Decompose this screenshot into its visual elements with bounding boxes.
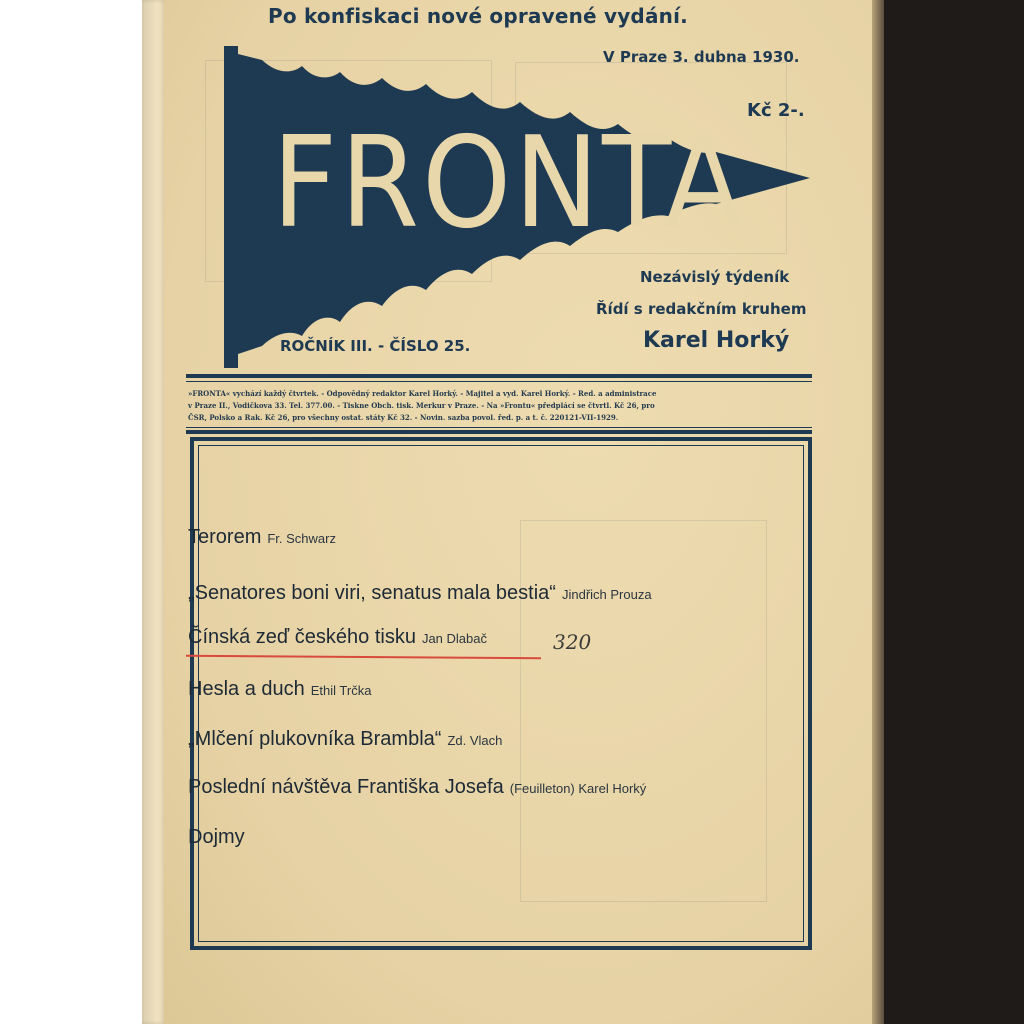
volume-number: ROČNÍK III. - ČÍSLO 25.: [280, 337, 471, 355]
article-title: Terorem: [188, 526, 262, 548]
article-author: Jan Dlabač: [421, 631, 487, 646]
imprint-block: [188, 388, 810, 424]
contents-item: [188, 526, 336, 549]
divider-rule: [186, 427, 812, 428]
edition-note: Po konfiskaci nové opravené vydání.: [268, 4, 688, 28]
contents-item: [188, 626, 487, 649]
article-author: Jindřich Prouza: [561, 587, 652, 602]
book-binding: [142, 0, 166, 1024]
pencil-annotation: 320: [553, 630, 592, 654]
article-title: Hesla a duch: [188, 678, 305, 700]
contents-item: [188, 776, 646, 799]
article-author: Ethil Trčka: [310, 683, 372, 698]
page-edge: [872, 0, 884, 1024]
article-title: Poslední návštěva Františka Josefa: [188, 776, 504, 798]
divider-rule: [186, 381, 812, 382]
article-title: Dojmy: [188, 826, 245, 848]
imprint-line: v Praze II., Vodičkova 33. Tel. 377.00. - Tiskne Obch. tisk. Merkur v Praze. - Na »Frontu« předplácí se čtvrtl. Kč 26, pro: [188, 401, 655, 410]
contents-item: [188, 678, 371, 701]
article-author: (Feuilleton) Karel Horký: [509, 781, 647, 796]
editor-name: Karel Horký: [643, 328, 790, 353]
imprint-line: ČSR, Polsko a Rak. Kč 26, pro všechny ostat. státy Kč 32. - Novin. sazba povol. řed. p. a t. č. 220121-VII-1929.: [188, 413, 619, 422]
issue-date: V Praze 3. dubna 1930.: [603, 48, 800, 66]
article-title: Čínská zeď českého tisku: [188, 626, 416, 648]
contents-item: [188, 728, 502, 751]
article-title: „Senatores boni viri, senatus mala bestia“: [188, 582, 556, 604]
divider-rule: [186, 374, 812, 378]
white-margin: [0, 0, 142, 1024]
article-title: „Mlčení plukovníka Brambla“: [188, 728, 442, 750]
contents-item: [188, 826, 251, 849]
tagline-weekly: Nezávislý týdeník: [640, 268, 790, 286]
tagline-editorial: Řídí s redakčním kruhem: [596, 300, 807, 318]
price: Kč 2-.: [747, 100, 805, 121]
contents-item: [188, 582, 652, 605]
divider-rule: [186, 430, 812, 434]
article-author: Fr. Schwarz: [267, 531, 336, 546]
article-author: Zd. Vlach: [447, 733, 503, 748]
imprint-line: »FRONTA« vychází každý čtvrtek. - Odpovědný redaktor Karel Horký. - Majitel a vyd. Karel Horký. - Red. a administrace: [188, 389, 657, 398]
masthead-title: FRONTA: [272, 109, 745, 256]
dark-background: [884, 0, 1024, 1024]
